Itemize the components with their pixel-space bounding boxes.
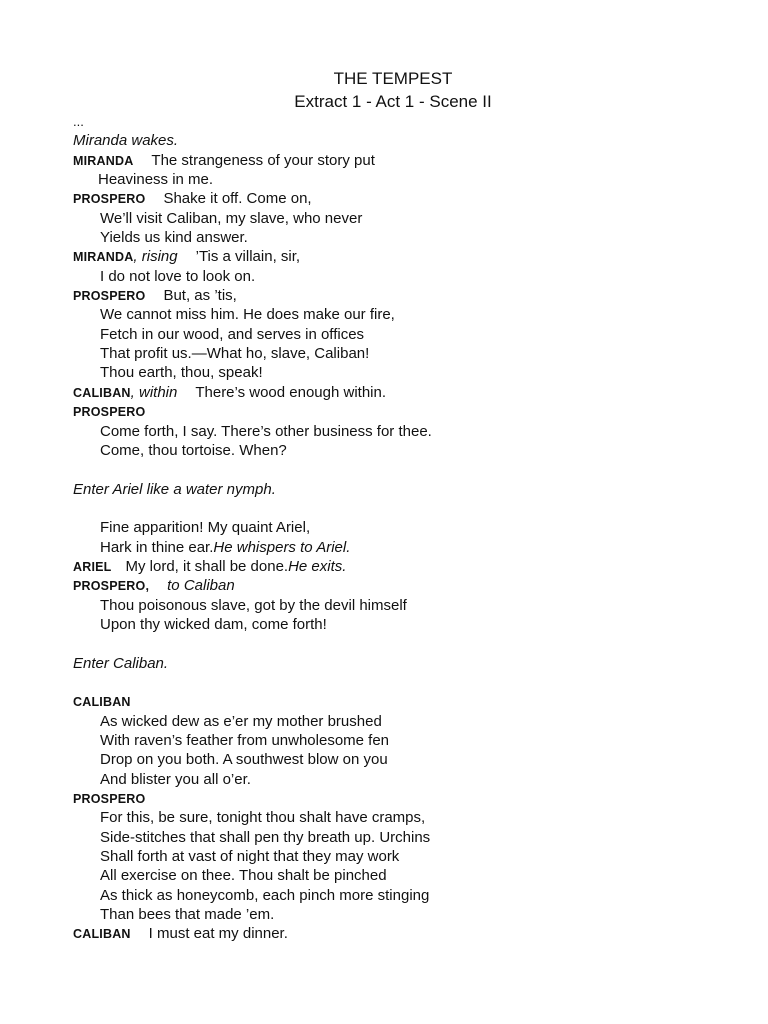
dialogue-text: My lord, it shall be done.: [125, 557, 289, 575]
dialogue-text: Side-stitches that shall pen thy breath up. Urchins: [100, 828, 431, 846]
speech-line: [73, 286, 753, 305]
verse-line: [73, 441, 753, 460]
verse-line: [73, 228, 753, 247]
title-block: [0, 67, 768, 113]
verse-line: [73, 325, 753, 344]
speaker-name: CALIBAN: [73, 695, 131, 710]
verse-line: [73, 770, 753, 789]
stage-direction: [73, 480, 753, 499]
dialogue-text: For this, be sure, tonight thou shalt have cramps,: [100, 809, 426, 827]
verse-line: [73, 886, 753, 905]
speaker-name: PROSPERO: [73, 579, 146, 594]
verse-line: [73, 866, 753, 885]
speaker-direction: , within: [130, 383, 178, 401]
speaker-comma: ,: [145, 579, 150, 594]
dialogue-text: All exercise on thee. Thou shalt be pinched: [100, 867, 387, 885]
document-title: THE TEMPEST: [333, 69, 453, 88]
verse-line: [73, 808, 753, 827]
dialogue-text: With raven’s feather from unwholesome fen: [100, 732, 390, 749]
verse-line: [73, 847, 753, 866]
blank-line: [73, 673, 753, 692]
verse-line: [73, 828, 753, 847]
stage-direction-text: Miranda wakes.: [73, 132, 179, 150]
dialogue-text: Come forth, I say. There’s other business for thee.: [100, 422, 432, 440]
inline-direction: He whispers to Ariel.: [213, 538, 351, 556]
stage-direction: [73, 654, 753, 673]
speaker-name: PROSPERO: [73, 405, 146, 420]
verse-line: [73, 363, 753, 382]
speaker-name: MIRANDA: [73, 153, 134, 168]
blank-line: [73, 499, 753, 518]
dialogue-text: Upon thy wicked dam, come forth!: [100, 615, 327, 633]
dialogue-text: As wicked dew as e’er my mother brushed: [100, 712, 382, 730]
blank-line: [73, 460, 753, 479]
inline-direction: He exits.: [288, 557, 347, 575]
speaker-name: CALIBAN: [73, 385, 131, 400]
blank-line: [73, 634, 753, 653]
verse-line: [73, 750, 753, 769]
dialogue-text: Shake it off. Come on,: [163, 190, 312, 208]
speech-line: [73, 247, 753, 266]
dialogue-text: ’Tis a villain, sir,: [195, 248, 301, 266]
verse-line: [73, 905, 753, 924]
verse-line: [73, 170, 753, 189]
stage-direction-text: Enter Caliban.: [73, 654, 169, 672]
speaker-name: PROSPERO: [73, 289, 146, 304]
speech-line: [73, 383, 753, 402]
speech-line: [73, 576, 753, 595]
speaker-heading: [73, 789, 753, 808]
dialogue-text: We cannot miss him. He does make our fire,: [100, 306, 395, 324]
speech-line: [73, 557, 753, 576]
verse-line: [73, 518, 753, 537]
dialogue-text: But, as ’tis,: [163, 287, 237, 305]
verse-line: [73, 305, 753, 324]
dialogue-text: Fine apparition! My quaint Ariel,: [100, 519, 311, 537]
dialogue-text: Thou poisonous slave, got by the devil himself: [100, 596, 407, 614]
verse-line: [73, 596, 753, 615]
speaker-name: PROSPERO: [73, 192, 146, 207]
verse-line: [73, 267, 753, 286]
speaker-name: ARIEL: [73, 559, 112, 574]
dialogue-text: The strangeness of your story put: [151, 151, 375, 169]
dialogue-text: Hark in thine ear.: [100, 538, 214, 556]
verse-line: [73, 712, 753, 731]
dialogue-text: There’s wood enough within.: [195, 383, 387, 401]
document-subtitle: Extract 1 - Act 1 - Scene II: [294, 92, 492, 111]
dialogue-text: Yields us kind answer.: [100, 229, 248, 247]
ellipsis-line: ...: [73, 114, 84, 129]
dialogue-text: We’ll visit Caliban, my slave, who never: [100, 209, 363, 227]
dialogue-text: I do not love to look on.: [100, 267, 256, 285]
speaker-name: PROSPERO: [73, 792, 146, 807]
verse-line: [73, 538, 753, 557]
dialogue-text: That profit us.—What ho, slave, Caliban!: [100, 345, 370, 363]
dialogue-text: Drop on you both. A southwest blow on you: [100, 751, 388, 769]
speaker-name: CALIBAN: [73, 927, 131, 942]
speech-line: [73, 924, 753, 943]
dialogue-text: And blister you all o’er.: [100, 770, 251, 788]
stage-direction: [73, 131, 753, 150]
speaker-heading: [73, 402, 753, 421]
dialogue-text: Than bees that made ’em.: [100, 906, 275, 924]
script-text: [73, 112, 753, 944]
dialogue-text: Heaviness in me.: [98, 171, 214, 189]
stage-direction-text: Enter Ariel like a water nymph.: [73, 480, 276, 498]
dialogue-text: Fetch in our wood, and serves in offices: [100, 325, 365, 343]
verse-line: [73, 422, 753, 441]
verse-line: [73, 615, 753, 634]
verse-line: [73, 209, 753, 228]
speaker-heading: [73, 692, 753, 711]
speaker-direction: , rising: [133, 248, 178, 266]
speaker-direction: to Caliban: [167, 577, 235, 595]
speech-line: [73, 151, 753, 170]
dialogue-text: Thou earth, thou, speak!: [100, 364, 263, 382]
speaker-name: MIRANDA: [73, 250, 134, 265]
verse-line: [73, 344, 753, 363]
dialogue-text: As thick as honeycomb, each pinch more stinging: [100, 886, 430, 904]
speech-line: [73, 189, 753, 208]
dialogue-text: Shall forth at vast of night that they may work: [100, 848, 400, 866]
dialogue-text: Come, thou tortoise. When?: [100, 441, 287, 459]
verse-line: [73, 731, 753, 750]
dialogue-text: I must eat my dinner.: [148, 925, 288, 943]
